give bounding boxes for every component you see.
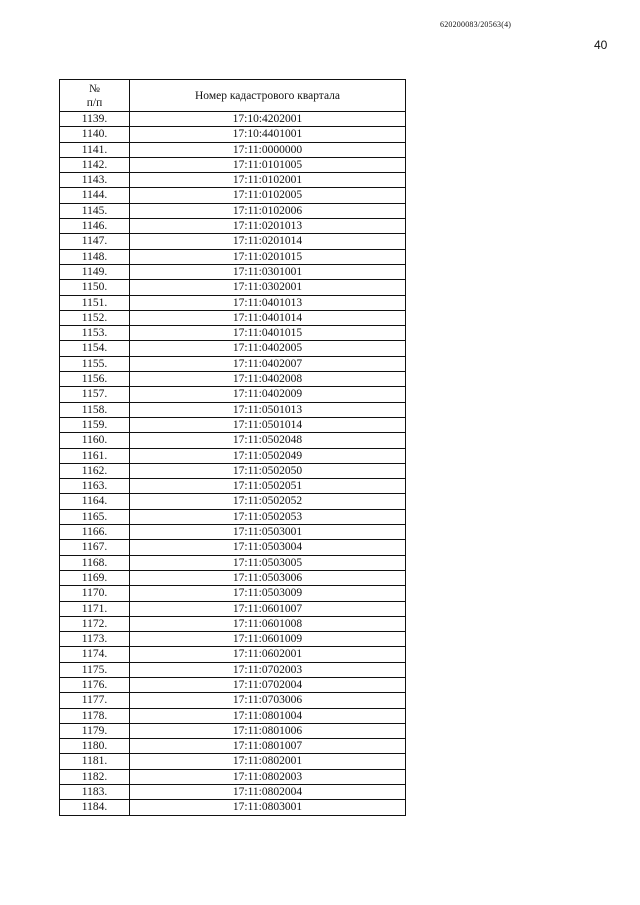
cadastral-number-cell: 17:11:0502053 [130,509,406,524]
row-number-cell: 1165. [60,509,130,524]
row-number-cell: 1161. [60,448,130,463]
table-row [60,463,406,478]
cadastral-number-cell: 17:11:0803001 [130,800,406,815]
table-row [60,586,406,601]
row-number-cell: 1144. [60,188,130,203]
row-number-cell: 1181. [60,754,130,769]
cadastral-number-cell: 17:11:0801006 [130,723,406,738]
row-number-cell: 1175. [60,662,130,677]
cadastral-number-cell: 17:11:0501013 [130,402,406,417]
table-row [60,769,406,784]
cadastral-number-cell: 17:11:0601008 [130,616,406,631]
cadastral-number-cell: 17:10:4202001 [130,112,406,127]
row-number-cell: 1149. [60,264,130,279]
table-row [60,372,406,387]
table-row [60,433,406,448]
row-number-cell: 1140. [60,127,130,142]
cadastral-number-cell: 17:11:0301001 [130,264,406,279]
table-row [60,295,406,310]
row-number-cell: 1150. [60,280,130,295]
row-number-cell: 1170. [60,586,130,601]
cadastral-number-cell: 17:11:0502051 [130,479,406,494]
table-header-row [60,80,406,112]
table-row [60,708,406,723]
row-number-cell: 1163. [60,479,130,494]
cadastral-number-cell: 17:11:0102001 [130,173,406,188]
row-number-cell: 1153. [60,326,130,341]
cadastral-number-cell: 17:11:0401013 [130,295,406,310]
row-number-cell: 1139. [60,112,130,127]
column-header-number-sign: № [89,82,100,95]
table-row [60,754,406,769]
table-row [60,280,406,295]
cadastral-number-cell: 17:11:0402005 [130,341,406,356]
row-number-cell: 1176. [60,677,130,692]
row-number-cell: 1156. [60,372,130,387]
row-number-cell: 1169. [60,570,130,585]
table-row [60,387,406,402]
table-row [60,601,406,616]
table-row [60,326,406,341]
table-row [60,723,406,738]
table-row [60,632,406,647]
row-number-cell: 1143. [60,173,130,188]
table-row [60,341,406,356]
cadastral-number-cell: 17:11:0801007 [130,739,406,754]
row-number-cell: 1160. [60,433,130,448]
cadastral-number-cell: 17:11:0503009 [130,586,406,601]
cadastral-number-cell: 17:11:0502050 [130,463,406,478]
table-row [60,739,406,754]
row-number-cell: 1174. [60,647,130,662]
row-number-cell: 1162. [60,463,130,478]
table-row [60,127,406,142]
cadastral-number-cell: 17:11:0102005 [130,188,406,203]
row-number-cell: 1154. [60,341,130,356]
table-row [60,173,406,188]
table-row [60,142,406,157]
cadastral-number-cell: 17:11:0602001 [130,647,406,662]
cadastral-number-cell: 17:11:0802003 [130,769,406,784]
cadastral-number-cell: 17:11:0601009 [130,632,406,647]
row-number-cell: 1155. [60,356,130,371]
table-row [60,188,406,203]
cadastral-number-cell: 17:11:0802001 [130,754,406,769]
cadastral-number-cell: 17:11:0201013 [130,219,406,234]
cadastral-number-cell: 17:11:0503006 [130,570,406,585]
table-row [60,570,406,585]
table-row [60,540,406,555]
row-number-cell: 1141. [60,142,130,157]
table-row [60,509,406,524]
cadastral-number-cell: 17:11:0703006 [130,693,406,708]
row-number-cell: 1159. [60,417,130,432]
table-row [60,203,406,218]
cadastral-number-cell: 17:11:0201015 [130,249,406,264]
table-row [60,494,406,509]
table-row [60,234,406,249]
table-row [60,555,406,570]
row-number-cell: 1152. [60,310,130,325]
cadastral-number-cell: 17:11:0503005 [130,555,406,570]
table-row [60,785,406,800]
table-row [60,693,406,708]
row-number-cell: 1151. [60,295,130,310]
table-row [60,417,406,432]
cadastral-number-cell: 17:11:0702003 [130,662,406,677]
row-number-cell: 1168. [60,555,130,570]
row-number-cell: 1147. [60,234,130,249]
table-row [60,479,406,494]
cadastral-number-cell: 17:11:0402009 [130,387,406,402]
cadastral-number-cell: 17:11:0102006 [130,203,406,218]
row-number-cell: 1173. [60,632,130,647]
cadastral-number-cell: 17:11:0401014 [130,310,406,325]
row-number-cell: 1148. [60,249,130,264]
row-number-cell: 1145. [60,203,130,218]
page-number: 40 [594,38,608,52]
column-header-cadastral: Номер кадастрового квартала [130,80,406,112]
table-row [60,525,406,540]
cadastral-number-cell: 17:11:0801004 [130,708,406,723]
cadastral-number-cell: 17:11:0401015 [130,326,406,341]
cadastral-quarters-table [59,79,406,816]
table-row [60,249,406,264]
row-number-cell: 1172. [60,616,130,631]
cadastral-number-cell: 17:11:0101005 [130,157,406,172]
cadastral-number-cell: 17:11:0702004 [130,677,406,692]
row-number-cell: 1177. [60,693,130,708]
row-number-cell: 1157. [60,387,130,402]
table-row [60,402,406,417]
cadastral-number-cell: 17:11:0501014 [130,417,406,432]
table-row [60,647,406,662]
row-number-cell: 1146. [60,219,130,234]
row-number-cell: 1171. [60,601,130,616]
cadastral-number-cell: 17:11:0502049 [130,448,406,463]
table-row [60,112,406,127]
table-row [60,800,406,815]
table-row [60,662,406,677]
row-number-cell: 1166. [60,525,130,540]
row-number-cell: 1178. [60,708,130,723]
table-row [60,219,406,234]
row-number-cell: 1183. [60,785,130,800]
table-row [60,310,406,325]
cadastral-number-cell: 17:11:0503004 [130,540,406,555]
cadastral-number-cell: 17:11:0302001 [130,280,406,295]
cadastral-number-cell: 17:11:0402008 [130,372,406,387]
table-body [60,112,406,816]
column-header-number-abbr: п/п [86,96,103,109]
row-number-cell: 1167. [60,540,130,555]
column-header-number [60,80,130,112]
row-number-cell: 1158. [60,402,130,417]
table-row [60,677,406,692]
row-number-cell: 1182. [60,769,130,784]
cadastral-number-cell: 17:11:0502048 [130,433,406,448]
document-registration-number: 620200083/20563(4) [440,20,512,29]
cadastral-number-cell: 17:11:0503001 [130,525,406,540]
table-row [60,616,406,631]
cadastral-number-cell: 17:11:0402007 [130,356,406,371]
row-number-cell: 1180. [60,739,130,754]
cadastral-number-cell: 17:11:0601007 [130,601,406,616]
table-row [60,356,406,371]
table-row [60,264,406,279]
cadastral-number-cell: 17:11:0802004 [130,785,406,800]
cadastral-number-cell: 17:11:0502052 [130,494,406,509]
row-number-cell: 1179. [60,723,130,738]
cadastral-number-cell: 17:11:0201014 [130,234,406,249]
cadastral-number-cell: 17:10:4401001 [130,127,406,142]
table-row [60,448,406,463]
row-number-cell: 1184. [60,800,130,815]
row-number-cell: 1142. [60,157,130,172]
cadastral-number-cell: 17:11:0000000 [130,142,406,157]
table-row [60,157,406,172]
row-number-cell: 1164. [60,494,130,509]
